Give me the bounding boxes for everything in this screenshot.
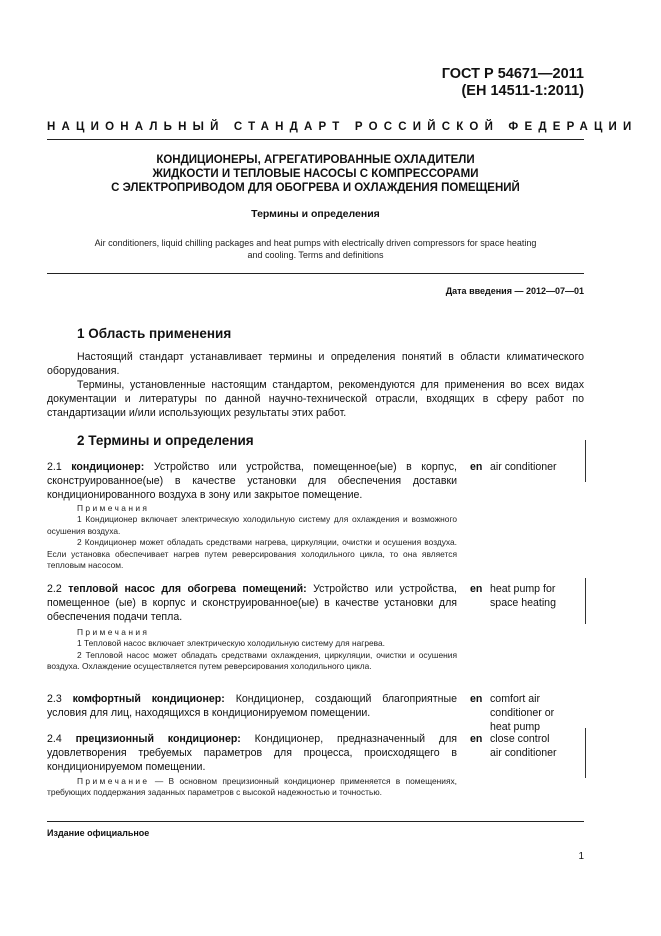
standard-code [442, 66, 584, 100]
term-2-3 [47, 692, 457, 720]
term-2-3-english [470, 692, 580, 734]
introduction-date: Дата введения — 2012—07—01 [445, 286, 584, 296]
term-2-2 [47, 582, 457, 624]
term-2-1-english-text [490, 460, 578, 474]
term-2-4-english [470, 732, 580, 760]
section-2-heading: 2 Термины и определения [77, 433, 254, 448]
section-1-heading: 1 Область применения [77, 326, 232, 341]
official-edition: Издание официальное [47, 828, 150, 838]
term-2-4-term: прецизионный кондиционер: [75, 733, 241, 745]
term-2-2-lang: en [470, 583, 483, 595]
note-2-4 [47, 776, 457, 799]
term-2-1-english [470, 460, 580, 474]
term-2-4-number: 2.4 [47, 733, 62, 745]
term-2-2-english-text [490, 582, 578, 610]
term-2-3-english-line-2: conditioner or [490, 707, 555, 719]
term-2-3-english-text [490, 692, 578, 734]
national-standard-heading: НАЦИОНАЛЬНЫЙ СТАНДАРТ РОССИЙСКОЙ ФЕДЕРАЦИИ [47, 121, 638, 133]
section-1-paragraph-1 [47, 350, 584, 378]
term-2-1-term: кондиционер: [71, 461, 145, 473]
term-2-2-english [470, 582, 580, 610]
title-line-1: КОНДИЦИОНЕРЫ, АГРЕГАТИРОВАННЫЕ ОХЛАДИТЕЛИ [156, 154, 475, 166]
title-line-3: С ЭЛЕКТРОПРИВОДОМ ДЛЯ ОБОГРЕВА И ОХЛАЖДЕНИЯ ПОМЕЩЕНИЙ [111, 182, 520, 194]
footer-rule [47, 821, 584, 822]
term-2-3-english-line-1: comfort air [490, 693, 541, 705]
note-2-4-line [47, 776, 457, 799]
term-2-4-english-line-2: air conditioner [490, 747, 557, 759]
term-2-3-term: комфортный кондиционер: [72, 693, 225, 705]
term-2-4-english-line-1: close control [490, 733, 550, 745]
notes-2-2 [47, 627, 457, 673]
standard-code-line-1: ГОСТ Р 54671—2011 [441, 66, 584, 82]
note-2-1-2: 2 Кондиционер может обладать средствами нагрева, циркуляции, очистки и осушения воздуха. Если установка обеспечивает нагрев путем реверсирования холодильного цикла, то она является тепловым насосом. [47, 537, 457, 571]
term-2-1-english-line-1: air conditioner [490, 461, 557, 473]
term-2-2-definition: Устройство или устройства, помещенное (ые) в корпус и сконструированное(ые) в качестве установки для обеспечения подачи тепла. [47, 583, 457, 623]
change-bar-2-2 [585, 578, 586, 624]
section-1-paragraph-2-text: Термины, установленные настоящим стандартом, рекомендуются для применения во всех видах документации и литературы по данной научно-технической отрасли, входящих в сферу работ по стандартизации и/или использующих результаты этих работ. [47, 379, 584, 419]
term-2-4 [47, 732, 457, 774]
note-2-4-text: — В основном прецизионный кондиционер применяется в помещениях, требующих поддержания заданных параметров с высокой надежностью и точностью. [47, 776, 458, 798]
term-2-2-english-line-1: heat pump for [490, 583, 556, 595]
term-2-4-english-text [490, 732, 578, 760]
term-2-4-lang: en [470, 733, 483, 745]
term-2-3-definition: Кондиционер, создающий благоприятные условия для лиц, находящихся в кондиционируемом помещении. [47, 693, 457, 719]
document-title [47, 153, 584, 195]
header-rule [47, 139, 584, 140]
note-2-2-1: 1 Тепловой насос включает электрическую холодильную систему для нагрева. [77, 638, 385, 649]
note-2-2-2: 2 Тепловой насос может обладать средствами охлаждения, циркуляции, очистки и осушения воздуха. Охлаждение осуществляется путем реверсирования холодильного цикла. [47, 649, 457, 672]
title-line-2: ЖИДКОСТИ И ТЕПЛОВЫЕ НАСОСЫ С КОМПРЕССОРАМИ [152, 168, 479, 180]
term-2-3-number: 2.3 [47, 693, 62, 705]
term-2-3-lang: en [470, 693, 483, 705]
english-title-line-1: Air conditioners, liquid chilling packages and heat pumps with electrically driven compressors for space heating [94, 238, 537, 248]
notes-2-1-heading: Примечания [77, 503, 150, 513]
term-2-1-lang: en [470, 461, 483, 473]
term-2-2-term: тепловой насос для обогрева помещений: [68, 583, 307, 595]
notes-2-1 [47, 503, 457, 571]
term-2-1-number: 2.1 [47, 461, 62, 473]
title-rule [47, 273, 584, 274]
note-2-4-label: Примечание [77, 776, 150, 786]
term-2-1-definition: Устройство или устройства, помещенное(ые) в корпус, сконструированное(ые) в качестве установки для обеспечения доставки кондиционированного воздуха в зону или закрытое помещение. [47, 461, 457, 501]
change-bar-2-1 [585, 440, 586, 482]
term-2-2-english-line-2: space heating [490, 597, 556, 609]
document-subtitle: Термины и определения [251, 208, 380, 220]
english-title [47, 237, 584, 261]
change-bar-2-4 [585, 728, 586, 778]
notes-2-2-heading: Примечания [77, 627, 150, 637]
term-2-3-english-line-3: heat pump [490, 721, 541, 733]
term-2-4-definition: Кондиционер, предназначенный для удовлетворения требуемых параметров для процесса, происходящего в кондиционируемом помещении. [47, 733, 457, 773]
section-1-paragraph-1-text: Настоящий стандарт устанавливает термины и определения понятий в области климатического оборудования. [47, 351, 584, 377]
note-2-1-1: 1 Кондиционер включает электрическую холодильную систему для охлаждения и возможного осушения воздуха. [47, 514, 457, 536]
standard-code-line-2: (ЕН 14511-1:2011) [461, 83, 584, 99]
section-1-paragraph-2 [47, 378, 584, 420]
english-title-line-2: and cooling. Terms and definitions [247, 250, 384, 260]
page-number: 1 [578, 851, 584, 862]
term-2-1 [47, 460, 457, 502]
term-2-2-number: 2.2 [47, 583, 62, 595]
